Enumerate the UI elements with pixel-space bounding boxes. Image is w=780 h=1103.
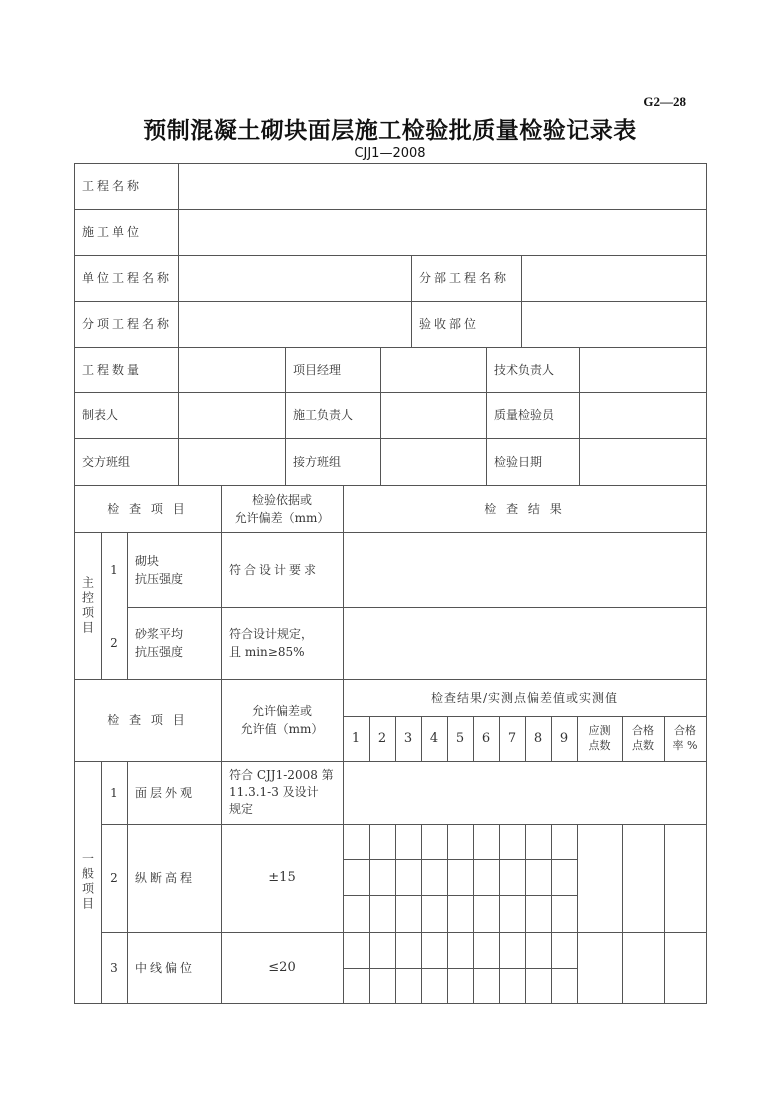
- inspection-date-label: 检验日期: [494, 454, 543, 469]
- quality-inspector-label: 质量检验员: [494, 408, 555, 422]
- point-column-header: 6: [481, 730, 491, 746]
- project-name-field[interactable]: [179, 164, 706, 209]
- general-row-3-point-cell[interactable]: [474, 933, 499, 968]
- general-check-item-header: 检 查 项 目: [107, 713, 188, 727]
- stat-column-header-line: 率 %: [672, 738, 698, 752]
- main-row-1-item-line1: 砌块: [135, 553, 160, 568]
- quality-inspector-field[interactable]: [580, 393, 706, 438]
- construction-lead-label: 施工负责人: [293, 408, 354, 422]
- general-row-3-tolerance: ≤20: [268, 959, 296, 975]
- general-row-3-pass-rate-cell[interactable]: [665, 933, 706, 1003]
- point-column-header: 4: [429, 730, 439, 746]
- prepared-by-label: 制表人: [82, 408, 119, 422]
- general-row-3-point-cell[interactable]: [396, 969, 421, 1003]
- main-basis-header: [221, 485, 343, 532]
- main-row-1-no: 1: [110, 562, 118, 577]
- point-column-header: 7: [507, 730, 517, 746]
- main-row-1-basis: 符合设计要求: [229, 562, 320, 577]
- point-column-header: 1: [351, 730, 361, 746]
- main-row-2-item: [127, 607, 221, 679]
- general-tolerance-header: [221, 679, 343, 761]
- general-row-3-point-cell[interactable]: [500, 969, 525, 1003]
- form-title: 预制混凝土砌块面层施工检验批质量检验记录表: [143, 118, 637, 144]
- general-row-2-point-cell[interactable]: [396, 825, 421, 859]
- general-row-3-point-cell[interactable]: [552, 969, 577, 1003]
- general-row-1-tolerance: [221, 761, 343, 824]
- project-manager-label: 项目经理: [293, 362, 342, 377]
- construction-lead-field[interactable]: [381, 393, 486, 438]
- general-row-2-pass-rate-cell[interactable]: [665, 825, 706, 932]
- general-result-header: 检查结果/实测点偏差值或实测值: [430, 690, 619, 705]
- stat-column-header-line: 合格: [674, 723, 696, 737]
- handover-team-label: 交方班组: [82, 454, 131, 469]
- general-row-2-point-cell[interactable]: [526, 896, 551, 932]
- general-row-2-tolerance: ±15: [268, 870, 296, 886]
- main-basis-header-line1: 检验依据或: [251, 492, 312, 507]
- point-column-header: 8: [533, 730, 543, 746]
- general-row-2-point-cell[interactable]: [552, 860, 577, 895]
- main-basis-header-line2: 允许偏差（mm）: [234, 510, 330, 525]
- form-code: G2—28: [643, 94, 686, 109]
- general-row-2-point-cell[interactable]: [552, 825, 577, 859]
- stat-column-header-line: 合格: [632, 723, 654, 737]
- general-row-2-point-cell[interactable]: [344, 825, 369, 859]
- inspection-date-field[interactable]: [580, 439, 706, 485]
- point-column-header: 5: [455, 730, 465, 746]
- handover-team-field[interactable]: [179, 439, 285, 485]
- general-row-3-point-cell[interactable]: [370, 969, 395, 1003]
- general-row-2-point-cell[interactable]: [370, 896, 395, 932]
- point-column-header: 2: [377, 730, 387, 746]
- general-row-1-tolerance-line1: 符合 CJJ1-2008 第: [229, 768, 334, 783]
- general-row-2-point-cell[interactable]: [396, 860, 421, 895]
- main-row-2-basis-line1: 符合设计规定，: [229, 627, 314, 641]
- main-row-2-item-line1: 砂浆平均: [135, 627, 184, 641]
- tech-lead-label: 技术负责人: [494, 362, 555, 377]
- form-standard: CJJ1—2008: [354, 146, 426, 161]
- general-row-2-point-cell[interactable]: [370, 825, 395, 859]
- stat-column-header-line: 应测: [588, 723, 611, 737]
- general-row-1-tolerance-line3: 规定: [229, 801, 254, 816]
- division-project-label: 分部工程名称: [419, 271, 510, 285]
- general-row-2-point-cell[interactable]: [370, 860, 395, 895]
- general-row-3-point-cell[interactable]: [422, 969, 447, 1003]
- main-row-2-result-field[interactable]: [344, 608, 706, 679]
- division-project-field[interactable]: [522, 256, 706, 301]
- general-row-2-point-cell[interactable]: [422, 825, 447, 859]
- general-row-3-measured-points-cell[interactable]: [578, 933, 622, 1003]
- main-row-1-result-field[interactable]: [344, 533, 706, 607]
- general-row-2-point-cell[interactable]: [448, 825, 473, 859]
- stat-column-header-line: 点数: [632, 738, 654, 752]
- general-row-3-point-cell[interactable]: [474, 969, 499, 1003]
- main-control-group-label: 主控项目: [80, 575, 95, 636]
- general-row-2-measured-points-cell[interactable]: [578, 825, 622, 932]
- quantity-label: 工程数量: [82, 362, 143, 377]
- general-row-3-point-cell[interactable]: [344, 969, 369, 1003]
- unit-project-label: 单位工程名称: [82, 271, 173, 285]
- general-row-3-qualified-points-cell[interactable]: [623, 933, 664, 1003]
- general-tolerance-header-line2: 允许值（mm）: [240, 722, 324, 736]
- subitem-project-label: 分项工程名称: [82, 317, 173, 331]
- general-row-3-point-cell[interactable]: [500, 933, 525, 968]
- main-row-1-item-line2: 抗压强度: [135, 571, 184, 586]
- stat-column-header: [664, 716, 706, 761]
- subitem-project-field[interactable]: [179, 302, 411, 347]
- main-result-header: 检 查 结 果: [484, 501, 565, 516]
- general-row-3-point-cell[interactable]: [526, 969, 551, 1003]
- general-row-3-point-cell[interactable]: [526, 933, 551, 968]
- general-row-3-point-cell[interactable]: [370, 933, 395, 968]
- general-row-2-point-cell[interactable]: [344, 860, 369, 895]
- general-row-2-point-cell[interactable]: [474, 825, 499, 859]
- general-row-2-point-cell[interactable]: [500, 860, 525, 895]
- receiving-team-label: 接方班组: [293, 454, 342, 469]
- general-row-2-point-cell[interactable]: [526, 860, 551, 895]
- general-row-2-point-cell[interactable]: [500, 825, 525, 859]
- general-row-2-point-cell[interactable]: [552, 896, 577, 932]
- general-row-2-point-cell[interactable]: [344, 896, 369, 932]
- acceptance-part-field[interactable]: [522, 302, 706, 347]
- main-row-2-basis: [221, 607, 343, 679]
- general-row-1-tolerance-line2: 11.3.1-3 及设计: [229, 785, 319, 800]
- general-tolerance-header-line1: 允许偏差或: [251, 704, 312, 718]
- project-manager-field[interactable]: [381, 348, 486, 392]
- stat-column-header: [622, 716, 664, 761]
- general-row-2-point-cell[interactable]: [526, 825, 551, 859]
- main-check-item-header: 检 查 项 目: [107, 501, 188, 516]
- main-row-2-item-line2: 抗压强度: [135, 645, 184, 659]
- general-group-label: 一般项目: [80, 852, 95, 912]
- general-row-3-point-cell[interactable]: [422, 933, 447, 968]
- general-row-3-point-cell[interactable]: [448, 933, 473, 968]
- quantity-field[interactable]: [179, 348, 285, 392]
- general-row-1-result-field[interactable]: [344, 762, 706, 824]
- stat-column-header: [577, 716, 622, 761]
- stat-column-header-line: 点数: [588, 738, 611, 752]
- prepared-by-field[interactable]: [179, 393, 285, 438]
- general-row-1-item: 面层外观: [135, 785, 196, 800]
- general-row-2-point-cell[interactable]: [422, 896, 447, 932]
- general-row-2-point-cell[interactable]: [500, 896, 525, 932]
- contractor-label: 施工单位: [82, 225, 143, 239]
- acceptance-part-label: 验收部位: [419, 317, 480, 331]
- unit-project-field[interactable]: [179, 256, 411, 301]
- general-row-2-item: 纵断高程: [135, 871, 196, 885]
- general-row-2-point-cell[interactable]: [474, 896, 499, 932]
- general-row-2-point-cell[interactable]: [422, 860, 447, 895]
- main-row-2-basis-line2: 且 min≥85%: [229, 645, 305, 659]
- main-row-1-item: [127, 532, 221, 607]
- general-row-3-point-cell[interactable]: [344, 933, 369, 968]
- general-row-2-point-cell[interactable]: [448, 896, 473, 932]
- general-row-3-item: 中线偏位: [135, 960, 196, 975]
- tech-lead-field[interactable]: [580, 348, 706, 392]
- general-row-2-point-cell[interactable]: [396, 896, 421, 932]
- project-name-label: 工程名称: [82, 179, 143, 193]
- main-row-2-no: 2: [110, 636, 118, 650]
- general-row-2-qualified-points-cell[interactable]: [623, 825, 664, 932]
- general-row-3-point-cell[interactable]: [448, 969, 473, 1003]
- receiving-team-field[interactable]: [381, 439, 486, 485]
- point-column-header: 3: [403, 730, 413, 746]
- general-row-3-point-cell[interactable]: [396, 933, 421, 968]
- general-row-2-point-cell[interactable]: [448, 860, 473, 895]
- contractor-field[interactable]: [179, 210, 706, 255]
- general-row-1-no: 1: [110, 785, 118, 800]
- general-row-2-point-cell[interactable]: [474, 860, 499, 895]
- general-row-3-no: 3: [110, 960, 118, 975]
- general-row-2-no: 2: [110, 871, 118, 885]
- general-row-3-point-cell[interactable]: [552, 933, 577, 968]
- point-column-header: 9: [559, 730, 569, 746]
